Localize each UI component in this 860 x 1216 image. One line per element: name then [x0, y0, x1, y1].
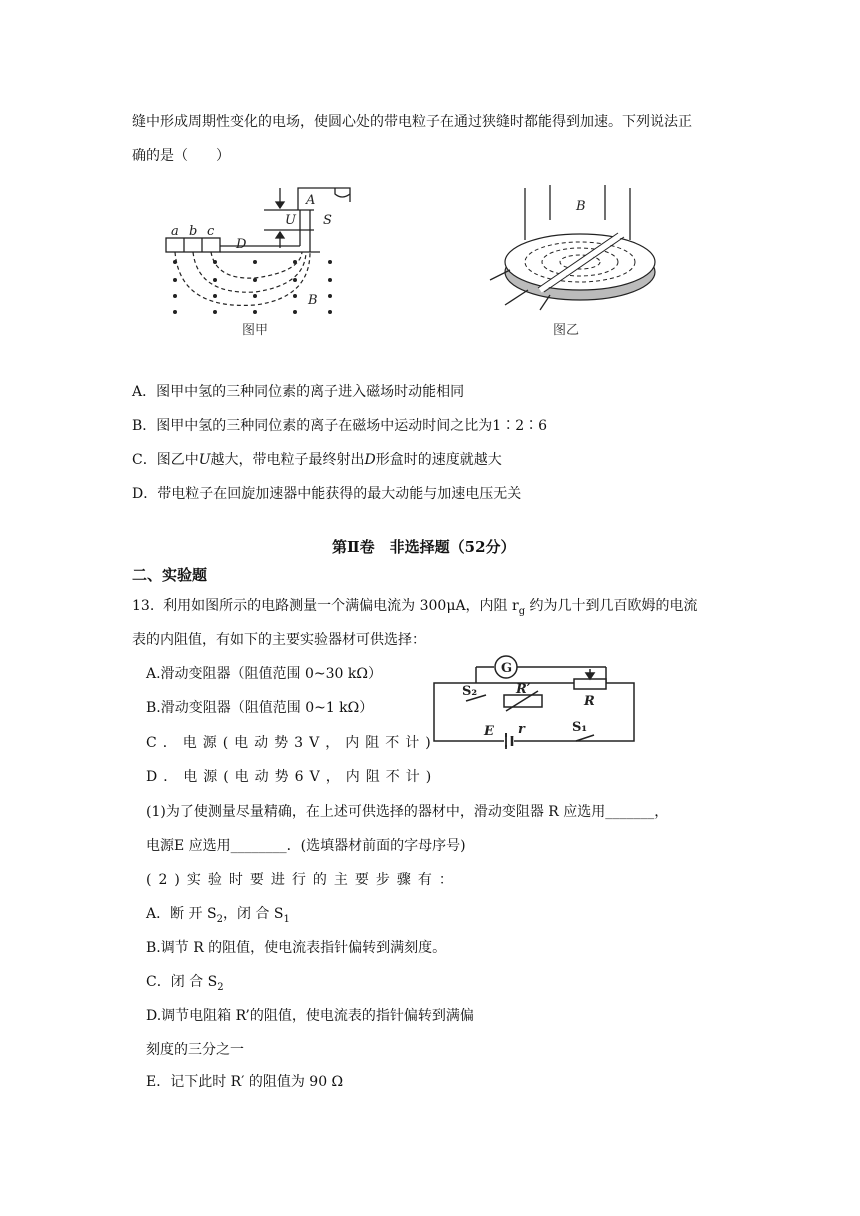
- step-a: [146, 904, 290, 930]
- q13-number: 13.: [132, 598, 155, 614]
- option-c-text-2: 越大，带电粒子最终射出: [210, 452, 365, 468]
- circuit-label-r-big: R: [584, 694, 595, 709]
- option-a-letter: A．: [132, 384, 157, 400]
- circuit-label-s2: S₂: [462, 684, 478, 699]
- option-c-var-u: U: [198, 452, 211, 468]
- option-c-letter: C．: [132, 452, 157, 468]
- figure-yi-caption: 图乙: [553, 323, 580, 338]
- q13-part2-intro: (2)实验时要进行的主要步骤有：: [146, 872, 460, 888]
- circuit-label-e: E: [484, 724, 494, 739]
- option-d-text: 带电粒子在回旋加速器中能获得的最大动能与加速电压无关: [157, 486, 522, 502]
- step-a-pre: A．断 开 S: [146, 906, 217, 922]
- circuit-diagram: [426, 655, 654, 751]
- q12-option-b: [132, 416, 547, 436]
- q13-line1-sub: g: [518, 605, 526, 617]
- equipment-b: B.滑动变阻器（阻值范围 0~1 kΩ）: [146, 700, 374, 716]
- option-c-text-1: 图乙中: [156, 452, 199, 468]
- step-d-line2: 刻度的三分之一: [146, 1042, 244, 1058]
- label-b: b: [189, 224, 198, 239]
- step-a-sub1: 2: [216, 913, 223, 925]
- option-b-letter: B．: [132, 418, 157, 434]
- step-a-sub2: 1: [283, 913, 290, 925]
- section2-subtitle: 二、实验题: [132, 566, 208, 584]
- circuit-label-g: G: [501, 661, 513, 676]
- equipment-a: A.滑动变阻器（阻值范围 0~30 kΩ）: [146, 666, 383, 682]
- label-S: S: [323, 213, 332, 228]
- q13-line2: 表的内阻值，有如下的主要实验器材可供选择：: [132, 632, 426, 648]
- label-D: D: [236, 237, 247, 252]
- q13-part1-line1: (1)为了使测量尽量精确，在上述可供选择的器材中，滑动变阻器 R 应选用_______，: [146, 804, 669, 820]
- step-a-mid: ，闭 合 S: [222, 906, 284, 922]
- circuit-label-s1: S₁: [572, 720, 588, 735]
- option-c-var-d: D: [364, 452, 376, 468]
- q12-stem-line1: 缝中形成周期性变化的电场，使圆心处的带电粒子在通过狭缝时都能得到加速。下列说法正: [132, 114, 692, 130]
- q13-line1-a: 利用如图所示的电路测量一个满偏电流为 300μA，内阻 r: [163, 598, 519, 614]
- q12-option-d: [132, 484, 521, 504]
- figure-jia: [160, 180, 370, 340]
- step-c-sub: 2: [217, 981, 224, 993]
- q12-option-c: [132, 450, 502, 470]
- step-c-pre: C．闭 合 S: [146, 974, 218, 990]
- step-d-line1: D.调节电阻箱 R’的阻值，使电流表的指针偏转到满偏: [146, 1008, 474, 1024]
- figure-yi: [480, 180, 680, 340]
- q13-line1-b: 约为几十到几百欧姆的电流: [525, 598, 698, 614]
- label-B: B: [308, 293, 318, 308]
- step-b: B.调节 R 的阻值，使电流表指针偏转到满刻度。: [146, 940, 447, 956]
- label-c: c: [207, 224, 215, 239]
- label-B-yi: B: [576, 199, 586, 214]
- step-e: E．记下此时 R′ 的阻值为 90 Ω: [146, 1074, 344, 1090]
- section2-title: 第Ⅱ卷 非选择题（52分）: [332, 538, 516, 556]
- option-b-text: 图甲中氢的三种同位素的离子在磁场中运动时间之比为1∶2∶6: [156, 418, 548, 434]
- q13-part1-line2: 电源E 应选用________．(选填器材前面的字母序号): [146, 838, 466, 854]
- equipment-c: C．电源(电动势3V，内阻不计): [146, 735, 437, 751]
- equipment-d: D．电源(电动势6V，内阻不计): [146, 769, 438, 785]
- circuit-label-r: r: [518, 722, 525, 737]
- q12-stem-line2: 确的是（ ）: [132, 148, 230, 164]
- option-d-letter: D．: [132, 486, 158, 502]
- step-c: [146, 972, 224, 998]
- q13-line1: [132, 596, 698, 622]
- circuit-label-rp: R′: [516, 682, 531, 697]
- label-a: a: [171, 224, 179, 239]
- label-A: A: [306, 193, 316, 208]
- figure-jia-caption: 图甲: [242, 323, 269, 338]
- q12-option-a: [132, 382, 464, 402]
- option-c-text-3: 形盒时的速度就越大: [375, 452, 502, 468]
- label-U: U: [285, 213, 296, 228]
- option-a-text: 图甲中氢的三种同位素的离子进入磁场时动能相同: [156, 384, 465, 400]
